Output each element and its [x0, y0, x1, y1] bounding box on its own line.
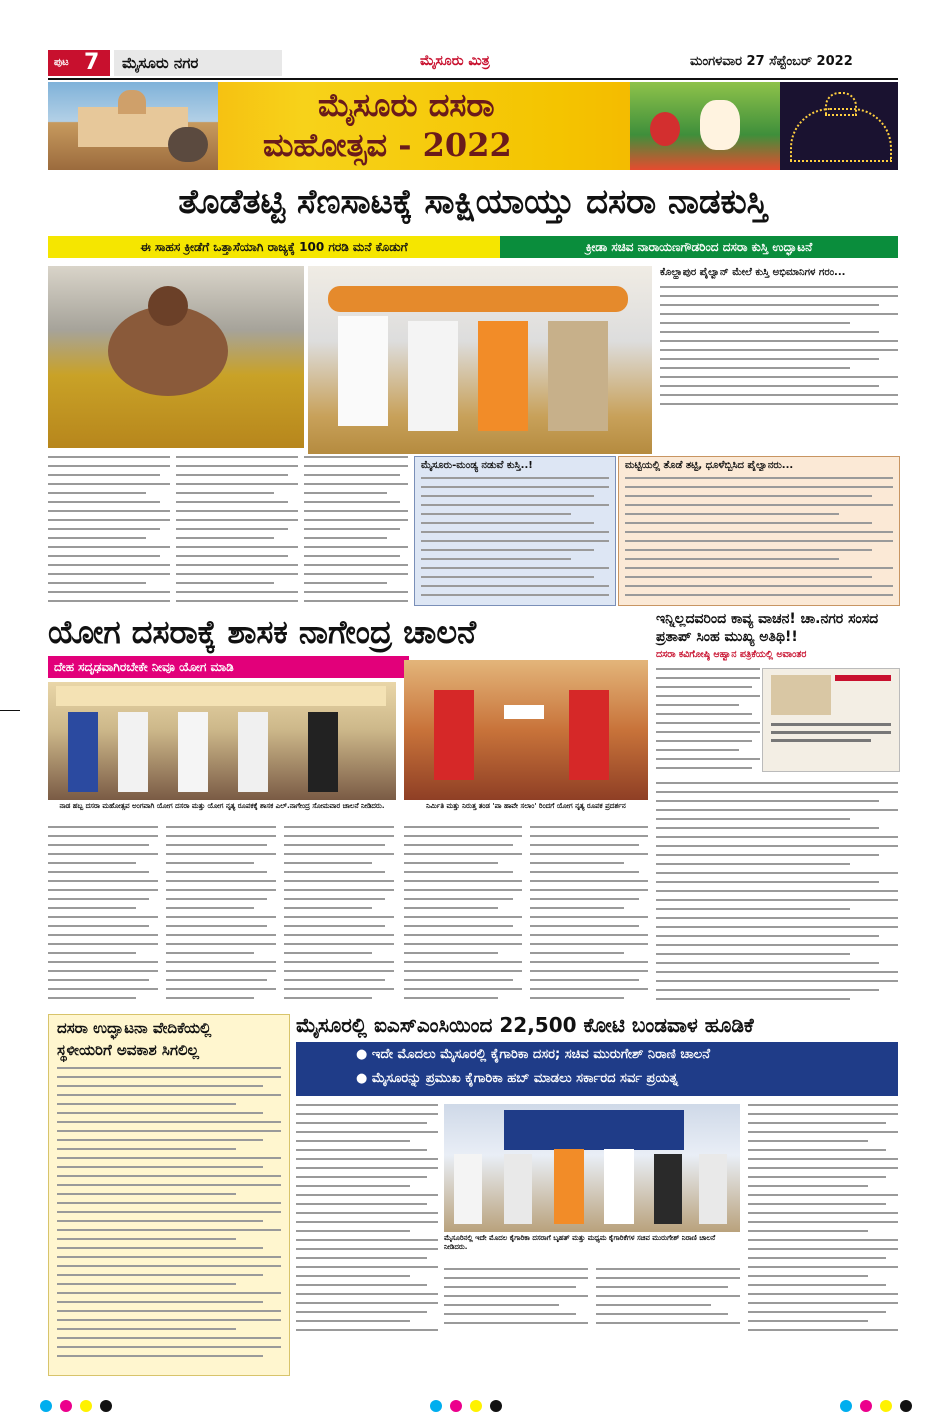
story5-body-col1: [296, 1104, 438, 1334]
industrial-dasara-photo: [444, 1104, 740, 1232]
story4-headline-2: ಸ್ಥಳೀಯರಿಗೆ ಅವಕಾಶ ಸಿಗಲಿಲ್ಲ: [57, 1041, 200, 1059]
story1-body-col2: [176, 456, 298, 606]
story1-side-head: ಕೊಲ್ಹಾಪುರ ಪೈಲ್ವಾನ್ ಮೇಲೆ ಕುಸ್ತಿ ಅಭಿಮಾನಿಗಳ ಗರಂ...: [660, 267, 846, 278]
header-rule: [48, 78, 898, 80]
wrestling-photo: [48, 266, 304, 448]
newspaper-name: ಮೈಸೂರು ಮಿತ್ರ: [420, 53, 490, 69]
story3-body-bottom: [656, 782, 898, 1004]
story2-body-col3: [284, 826, 394, 1004]
story2-headline: ಯೋಗ ದಸರಾಕ್ಕೆ ಶಾಸಕ ನಾಗೇಂದ್ರ ಚಾಲನೆ: [48, 613, 477, 651]
crop-mark: [0, 710, 20, 711]
story5-body-col2: [444, 1268, 588, 1334]
story5-body-col4: [748, 1104, 898, 1334]
bullet-1: ● ಇದೇ ಮೊದಲು ಮೈಸೂರಲ್ಲಿ ಕೈಗಾರಿಕಾ ದಸರ; ಸಚಿವ ಮುರುಗೇಶ್ ನಿರಾಣಿ ಚಾಲನೆ: [356, 1047, 710, 1062]
story3-headline: ಇನ್ನಿಲ್ಲದವರಿಂದ ಕಾವ್ಯ ವಾಚನ! ಚಾ.ನಗರ ಸಂಸದ ಪ್ರತಾಪ್ ಸಿಂಹ ಮುಖ್ಯ ಅತಿಥಿ!!: [656, 611, 879, 645]
registration-marks-center: [430, 1400, 540, 1414]
invitation-card-image: [762, 668, 900, 772]
mysuru-mandya-box: [414, 456, 616, 606]
box2-headline: ಮಟ್ಟಿಯಲ್ಲಿ ತೊಡೆ ತಟ್ಟಿ, ಧೂಳೆಬ್ಬಿಸಿದ ಪೈಲ್ವಾನರು...: [625, 460, 794, 471]
box1-headline: ಮೈಸೂರು-ಮಂಡ್ಯ ನಡುವೆ ಕುಸ್ತಿ..!: [421, 460, 533, 471]
registration-marks-left: [40, 1400, 150, 1414]
section-name: ಮೈಸೂರು ನಗರ: [114, 50, 282, 76]
yoga-dance-photo: [404, 660, 648, 800]
issue-date: ಮಂಗಳವಾರ 27 ಸೆಪ್ಟೆಂಬರ್ 2022: [690, 54, 853, 69]
page-number: 7: [84, 50, 100, 75]
registration-marks-right: [840, 1400, 930, 1414]
story5-bullets: [296, 1042, 898, 1096]
story2-body-col5: [530, 826, 648, 1004]
story2-body-col4: [404, 826, 522, 1004]
story2-body-col2: [166, 826, 276, 1004]
story5-headline: ಮೈಸೂರಲ್ಲಿ ಐಎಸ್‌ಎಂಸಿಯಿಂದ 22,500 ಕೋಟಿ ಬಂಡವಾಳ ಹೂಡಿಕೆ: [296, 1013, 754, 1037]
yoga-stage-photo: [48, 682, 396, 800]
yoga-stage-caption: ನಾಡ ಹಬ್ಬ ದಸರಾ ಮಹೋತ್ಸವ ಅಂಗವಾಗಿ ಯೋಗ ದಸರಾ ಮತ್ತು ಯೋಗ ನೃತ್ಯ ರೂಪಕಕ್ಕೆ ಶಾಸಕ ಎಲ್.ನಾಗೇಂದ್ರ ಸೋಮವಾರ ಚಾಲನೆ ನೀಡಿದರು.: [59, 802, 385, 810]
banner-title-1: ಮೈಸೂರು ದಸರಾ: [318, 86, 495, 124]
story4-headline-1: ದಸರಾ ಉದ್ಘಾಟನಾ ವೇದಿಕೆಯಲ್ಲಿ: [57, 1019, 212, 1037]
story1-subhead-right: ಕ್ರೀಡಾ ಸಚಿವ ನಾರಾಯಣಗೌಡರಿಂದ ದಸರಾ ಕುಸ್ತಿ ಉದ್ಘಾಟನೆ: [500, 236, 898, 258]
story3-body-top: [656, 668, 760, 778]
story4-box: [48, 1014, 290, 1376]
dasara-banner: [48, 82, 898, 170]
story5-body-col3: [596, 1268, 740, 1334]
story2-body-col1: [48, 826, 158, 1004]
industrial-dasara-caption: ಮೈಸೂರಿನಲ್ಲಿ ಇದೇ ಮೊದಲ ಕೈಗಾರಿಕಾ ದಸರಾಗೆ ಬೃಹತ್ ಮತ್ತು ಮಧ್ಯಮ ಕೈಗಾರಿಕೆಗಳ ಸಚಿವ ಮುರುಗೇಶ್ ನಿರಾಣಿ ಚಾಲನೆ ನೀಡಿದರು.: [444, 1234, 716, 1251]
page-header: [0, 48, 945, 78]
story3-subhead: ದಸರಾ ಕವಿಗೋಷ್ಠಿ ಆಹ್ವಾನ ಪತ್ರಿಕೆಯಲ್ಲಿ ಅವಾಂತರ: [656, 649, 807, 660]
story1-subhead-left: ಈ ಸಾಹಸ ಕ್ರೀಡೆಗೆ ಒತ್ತಾಸೆಯಾಗಿ ರಾಜ್ಯಕ್ಕೆ 100 ಗರಡಿ ಮನೆ ಕೊಡುಗೆ: [48, 236, 500, 258]
inauguration-photo: [308, 266, 652, 454]
banner-title-2: ಮಹೋತ್ಸವ - 2022: [263, 126, 512, 164]
page-label: ಪುಟ: [54, 57, 69, 68]
bullet-2: ● ಮೈಸೂರನ್ನು ಪ್ರಮುಖ ಕೈಗಾರಿಕಾ ಹಬ್ ಮಾಡಲು ಸರ್ಕಾರದ ಸರ್ವ ಪ್ರಯತ್ನ: [356, 1071, 679, 1086]
bullet-2-text: ಮೈಸೂರನ್ನು ಪ್ರಮುಖ ಕೈಗಾರಿಕಾ ಹಬ್ ಮಾಡಲು ಸರ್ಕಾರದ ಸರ್ವ ಪ್ರಯತ್ನ: [371, 1071, 679, 1086]
bullet-1-text: ಇದೇ ಮೊದಲು ಮೈಸೂರಲ್ಲಿ ಕೈಗಾರಿಕಾ ದಸರ; ಸಚಿವ ಮುರುಗೇಶ್ ನಿರಾಣಿ ಚಾಲನೆ: [371, 1047, 710, 1062]
story1-body-col3: [304, 456, 408, 606]
story2-tagline: ದೇಹ ಸದೃಢವಾಗಿರಬೇಕೇ ನೀವೂ ಯೋಗ ಮಾಡಿ: [48, 656, 409, 678]
palace-image: [48, 82, 218, 170]
flower-show-image: [630, 82, 780, 170]
mattiyalli-box: [618, 456, 900, 606]
illuminated-palace-image: [780, 82, 898, 170]
story1-headline: ತೊಡೆತಟ್ಟಿ ಸೆಣಸಾಟಕ್ಕೆ ಸಾಕ್ಷಿಯಾಯ್ತು ದಸರಾ ನಾಡಕುಸ್ತಿ: [178, 182, 768, 222]
story1-body-col1: [48, 456, 170, 606]
yoga-dance-caption: ನಿರ್ಮಿತಿ ಮತ್ತು ನಿರುತ್ತ ತಂಡ 'ಪಾ ಹಾವೇ ಸಲಾಂ' ರಿಂದಗೆ ಯೋಗ ನೃತ್ಯ ರೂಪಕ ಪ್ರದರ್ಶನ: [426, 802, 626, 810]
page-number-badge: [48, 50, 110, 76]
story1-side-text: [660, 286, 898, 406]
